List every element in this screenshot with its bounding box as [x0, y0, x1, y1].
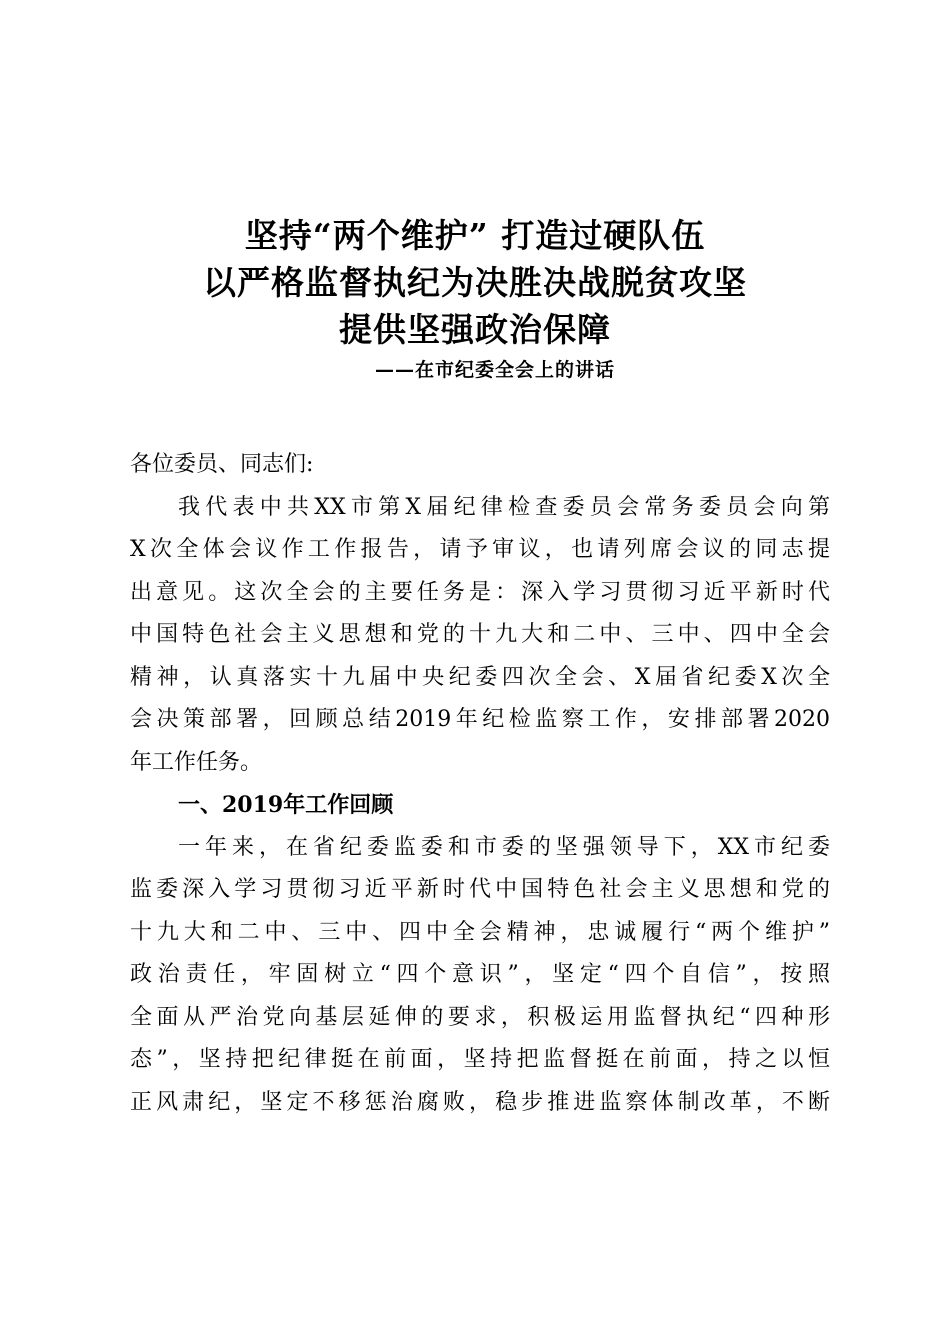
paragraph-line: 中国特色社会主义思想和党的十九大和二中、三中、四中全会	[130, 622, 830, 647]
paragraph-line: 全面从严治党向基层延伸的要求，积极运用监督执纪“四种形	[130, 1004, 830, 1030]
title-line-2: 以严格监督执纪为决胜决战脱贫攻坚	[203, 263, 747, 302]
document-body	[130, 444, 830, 1124]
paragraph-1	[130, 487, 830, 785]
paragraph-line: 精神，认真落实十九届中央纪委四次全会、X届省纪委X次全	[130, 664, 830, 690]
salutation: 各位委员、同志们:	[130, 452, 314, 477]
paragraph-line: 会决策部署，回顾总结2019年纪检监察工作，安排部署2020	[130, 707, 830, 732]
document-title-block	[0, 212, 950, 385]
paragraph-line: 年工作任务。	[130, 749, 263, 775]
document-subtitle: ——在市纪委全会上的讲话	[374, 359, 615, 381]
paragraph-line: 正风肃纪，坚定不移惩治腐败，稳步推进监察体制改革，不断	[130, 1089, 830, 1115]
paragraph-line: 态”，坚持把纪律挺在前面，坚持把监督挺在前面，持之以恒	[130, 1047, 830, 1072]
paragraph-line: 我代表中共XX市第X届纪律检查委员会常务委员会向第	[178, 494, 830, 520]
paragraph-line: 监委深入学习贯彻习近平新时代中国特色社会主义思想和党的	[130, 877, 830, 902]
section-heading: 一、2019年工作回顾	[178, 792, 394, 818]
paragraph-2	[130, 827, 830, 1125]
paragraph-line: X次全体会议作工作报告，请予审议，也请列席会议的同志提	[130, 537, 830, 562]
paragraph-line: 政治责任，牢固树立“四个意识”，坚定“四个自信”，按照	[130, 962, 830, 987]
title-line-3: 提供坚强政治保障	[339, 310, 611, 349]
title-line-1: 坚持“两个维护” 打造过硬队伍	[244, 216, 706, 255]
paragraph-line: 一年来，在省纪委监委和市委的坚强领导下，XX市纪委	[178, 834, 830, 860]
paragraph-line: 出意见。这次全会的主要任务是：深入学习贯彻习近平新时代	[130, 579, 830, 605]
paragraph-line: 十九大和二中、三中、四中全会精神，忠诚履行“两个维护”	[130, 919, 830, 945]
